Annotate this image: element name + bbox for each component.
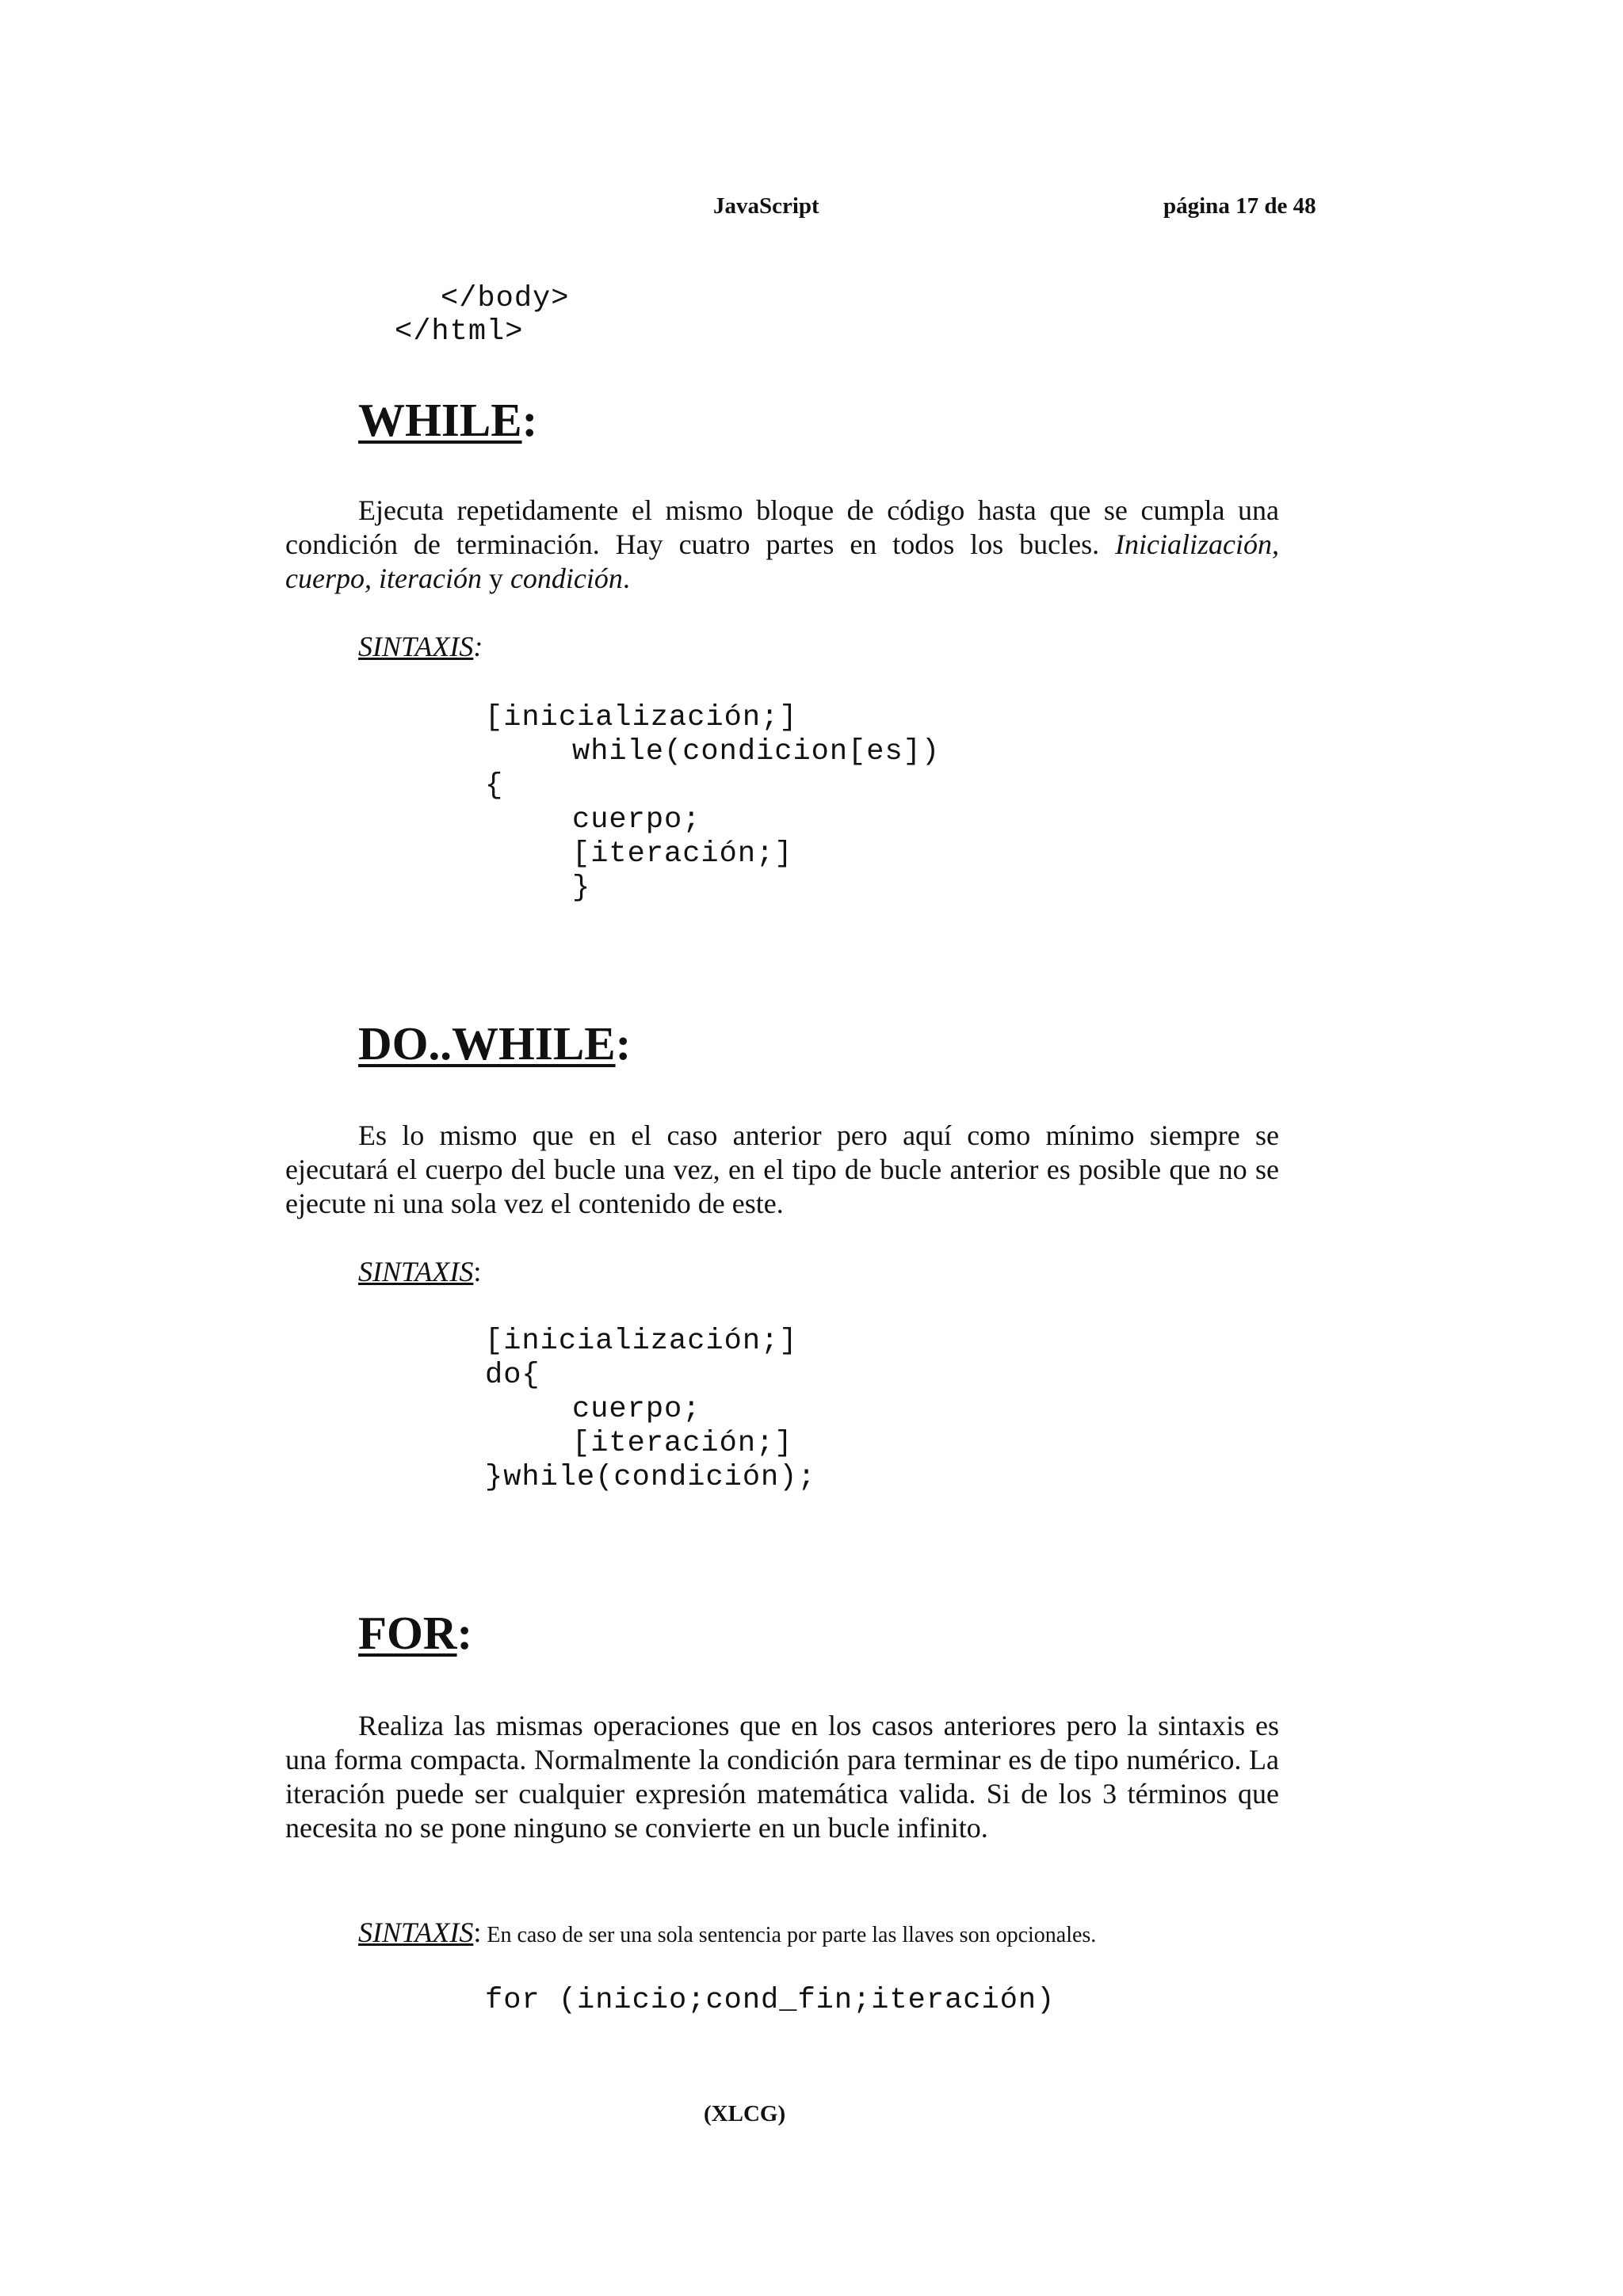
while-paragraph: Ejecuta repetidamente el mismo bloque de código hasta que se cumpla una condición de terminación. Hay cuatro partes en todos los bucles. Inicialización, cuerpo, iteración y condición. xyxy=(285,494,1279,594)
while-code-line: [iteración;] xyxy=(572,837,793,871)
for-syntax-note: En caso de ser una sola sentencia por parte las llaves son opcionales. xyxy=(481,1923,1097,1947)
dowhile-heading: DO..WHILE: xyxy=(358,1017,632,1070)
dowhile-syntax-label: SINTAXIS: xyxy=(358,1256,482,1287)
while-code-line: } xyxy=(572,871,591,905)
for-syntax-label: SINTAXIS: En caso de ser una sola sentencia por parte las llaves son opcionales. xyxy=(358,1917,1097,1948)
dowhile-code-line: [iteración;] xyxy=(572,1427,793,1460)
code-html-close: </html> xyxy=(395,315,524,349)
code-body-close: </body> xyxy=(441,282,570,315)
dowhile-paragraph: Es lo mismo que en el caso anterior pero aquí como mínimo siempre se ejecutará el cuerpo del bucle una vez, en el tipo de bucle anterior es posible que no se ejecute ni una sola vez el contenido de este. xyxy=(285,1119,1279,1219)
footer-author: (XLCG) xyxy=(704,2101,786,2126)
while-code-line: while(condicion[es]) xyxy=(572,735,941,769)
for-paragraph: Realiza las mismas operaciones que en los casos anteriores pero la sintaxis es una forma compacta. Normalmente la condición para terminar es de tipo numérico. La iteración puede ser cualquier expresión matemática valida. Si de los 3 términos que necesita no se pone ninguno se convierte en un bucle infinito. xyxy=(285,1710,1279,1844)
while-code-line: { xyxy=(485,769,504,803)
for-code-line: for (inicio;cond_fin;iteración) xyxy=(485,1984,1056,2017)
while-code-line: cuerpo; xyxy=(572,803,701,837)
while-syntax-label: SINTAXIS: xyxy=(358,631,483,662)
header-title: JavaScript xyxy=(713,193,819,219)
for-heading: FOR: xyxy=(358,1607,473,1659)
dowhile-code-line: do{ xyxy=(485,1359,540,1392)
page-number: página 17 de 48 xyxy=(1163,193,1316,219)
dowhile-code-line: }while(condición); xyxy=(485,1461,816,1494)
dowhile-code-line: [inicialización;] xyxy=(485,1325,798,1358)
while-code-line: [inicialización;] xyxy=(485,701,798,734)
dowhile-code-line: cuerpo; xyxy=(572,1393,701,1426)
while-heading: WHILE: xyxy=(358,394,538,446)
